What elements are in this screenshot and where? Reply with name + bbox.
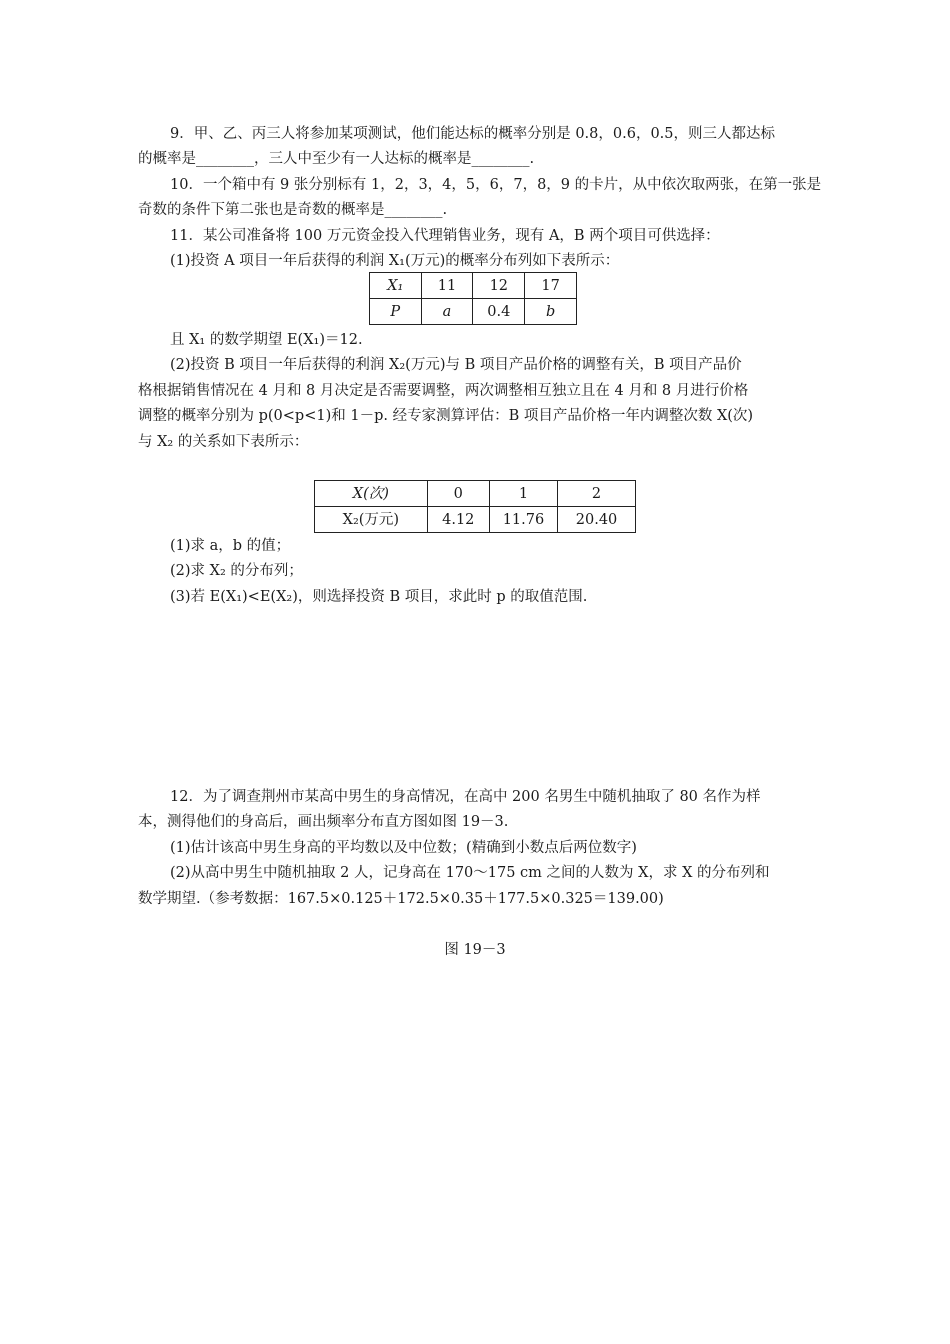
q11-sub-3: (3)若 E(X₁)<E(X₂)，则选择投资 B 项目，求此时 p 的取值范围. (170, 589, 588, 605)
x2-relation-table (314, 480, 636, 533)
q12-line-2: 本，测得他们的身高后，画出频率分布直方图如图 19－3. (138, 814, 509, 830)
q11-part2-line-4: 与 X₂ 的关系如下表所示： (138, 434, 309, 450)
q11-sub-1: (1)求 a，b 的值； (170, 538, 291, 554)
x1-distribution-table (369, 272, 577, 325)
q12-line-1: 12．为了调查荆州市某高中男生的身高情况，在高中 200 名男生中随机抽取了 80 名作为样 (170, 789, 761, 805)
table-row (370, 299, 577, 325)
table-cell: 17 (525, 273, 577, 299)
table-cell: 11 (421, 273, 473, 299)
table-cell: 4.12 (427, 507, 489, 533)
table-cell: 0 (427, 481, 489, 507)
q11-part2-line-1: (2)投资 B 项目一年后获得的利润 X₂(万元)与 B 项目产品价格的调整有关，B 项目产品价 (170, 357, 742, 373)
q11-part2-line-2: 格根据销售情况在 4 月和 8 月决定是否需要调整，两次调整相互独立且在 4 月和 8 月进行价格 (138, 383, 749, 399)
table-cell: X₂(万元) (315, 507, 428, 533)
table-cell: 20.40 (558, 507, 636, 533)
q12-sub-1: (1)估计该高中男生身高的平均数以及中位数；(精确到小数点后两位数字) (170, 840, 637, 856)
q9-line-2: 的概率是________，三人中至少有一人达标的概率是________. (138, 151, 535, 167)
q12-sub-2-line-2: 数学期望.（参考数据：167.5×0.125＋172.5×0.35＋177.5×0.325＝139.00) (138, 891, 664, 907)
table-cell: P (370, 299, 422, 325)
q11-part1: (1)投资 A 项目一年后获得的利润 X₁(万元)的概率分布列如下表所示： (170, 253, 620, 269)
q11-sub-2: (2)求 X₂ 的分布列； (170, 563, 303, 579)
table-cell: 1 (489, 481, 557, 507)
q10-line-2: 奇数的条件下第二张也是奇数的概率是________. (138, 202, 448, 218)
table-cell: X₁ (370, 273, 422, 299)
q10-line-1: 10．一个箱中有 9 张分别标有 1，2，3，4，5，6，7，8，9 的卡片，从中依次取两张，在第一张是 (170, 177, 822, 193)
table-row (315, 507, 636, 533)
q11-intro: 11．某公司准备将 100 万元资金投入代理销售业务，现有 A，B 两个项目可供选择： (170, 228, 720, 244)
q11-expectation: 且 X₁ 的数学期望 E(X₁)＝12. (170, 332, 363, 348)
table-cell: 11.76 (489, 507, 557, 533)
table-cell: a (421, 299, 473, 325)
table-cell: 0.4 (473, 299, 525, 325)
table-row (370, 273, 577, 299)
table-row (315, 481, 636, 507)
q9-line-1: 9．甲、乙、丙三人将参加某项测试，他们能达标的概率分别是 0.8，0.6，0.5，则三人都达标 (170, 126, 776, 142)
figure-caption: 图 19－3 (444, 942, 506, 958)
table-cell: 2 (558, 481, 636, 507)
table-cell: b (525, 299, 577, 325)
q11-part2-line-3: 调整的概率分别为 p(0<p<1)和 1－p. 经专家测算评估：B 项目产品价格一年内调整次数 X(次) (138, 408, 754, 424)
q12-sub-2-line-1: (2)从高中男生中随机抽取 2 人，记身高在 170～175 cm 之间的人数为 X，求 X 的分布列和 (170, 865, 770, 881)
table-cell: X(次) (315, 481, 428, 507)
table-cell: 12 (473, 273, 525, 299)
